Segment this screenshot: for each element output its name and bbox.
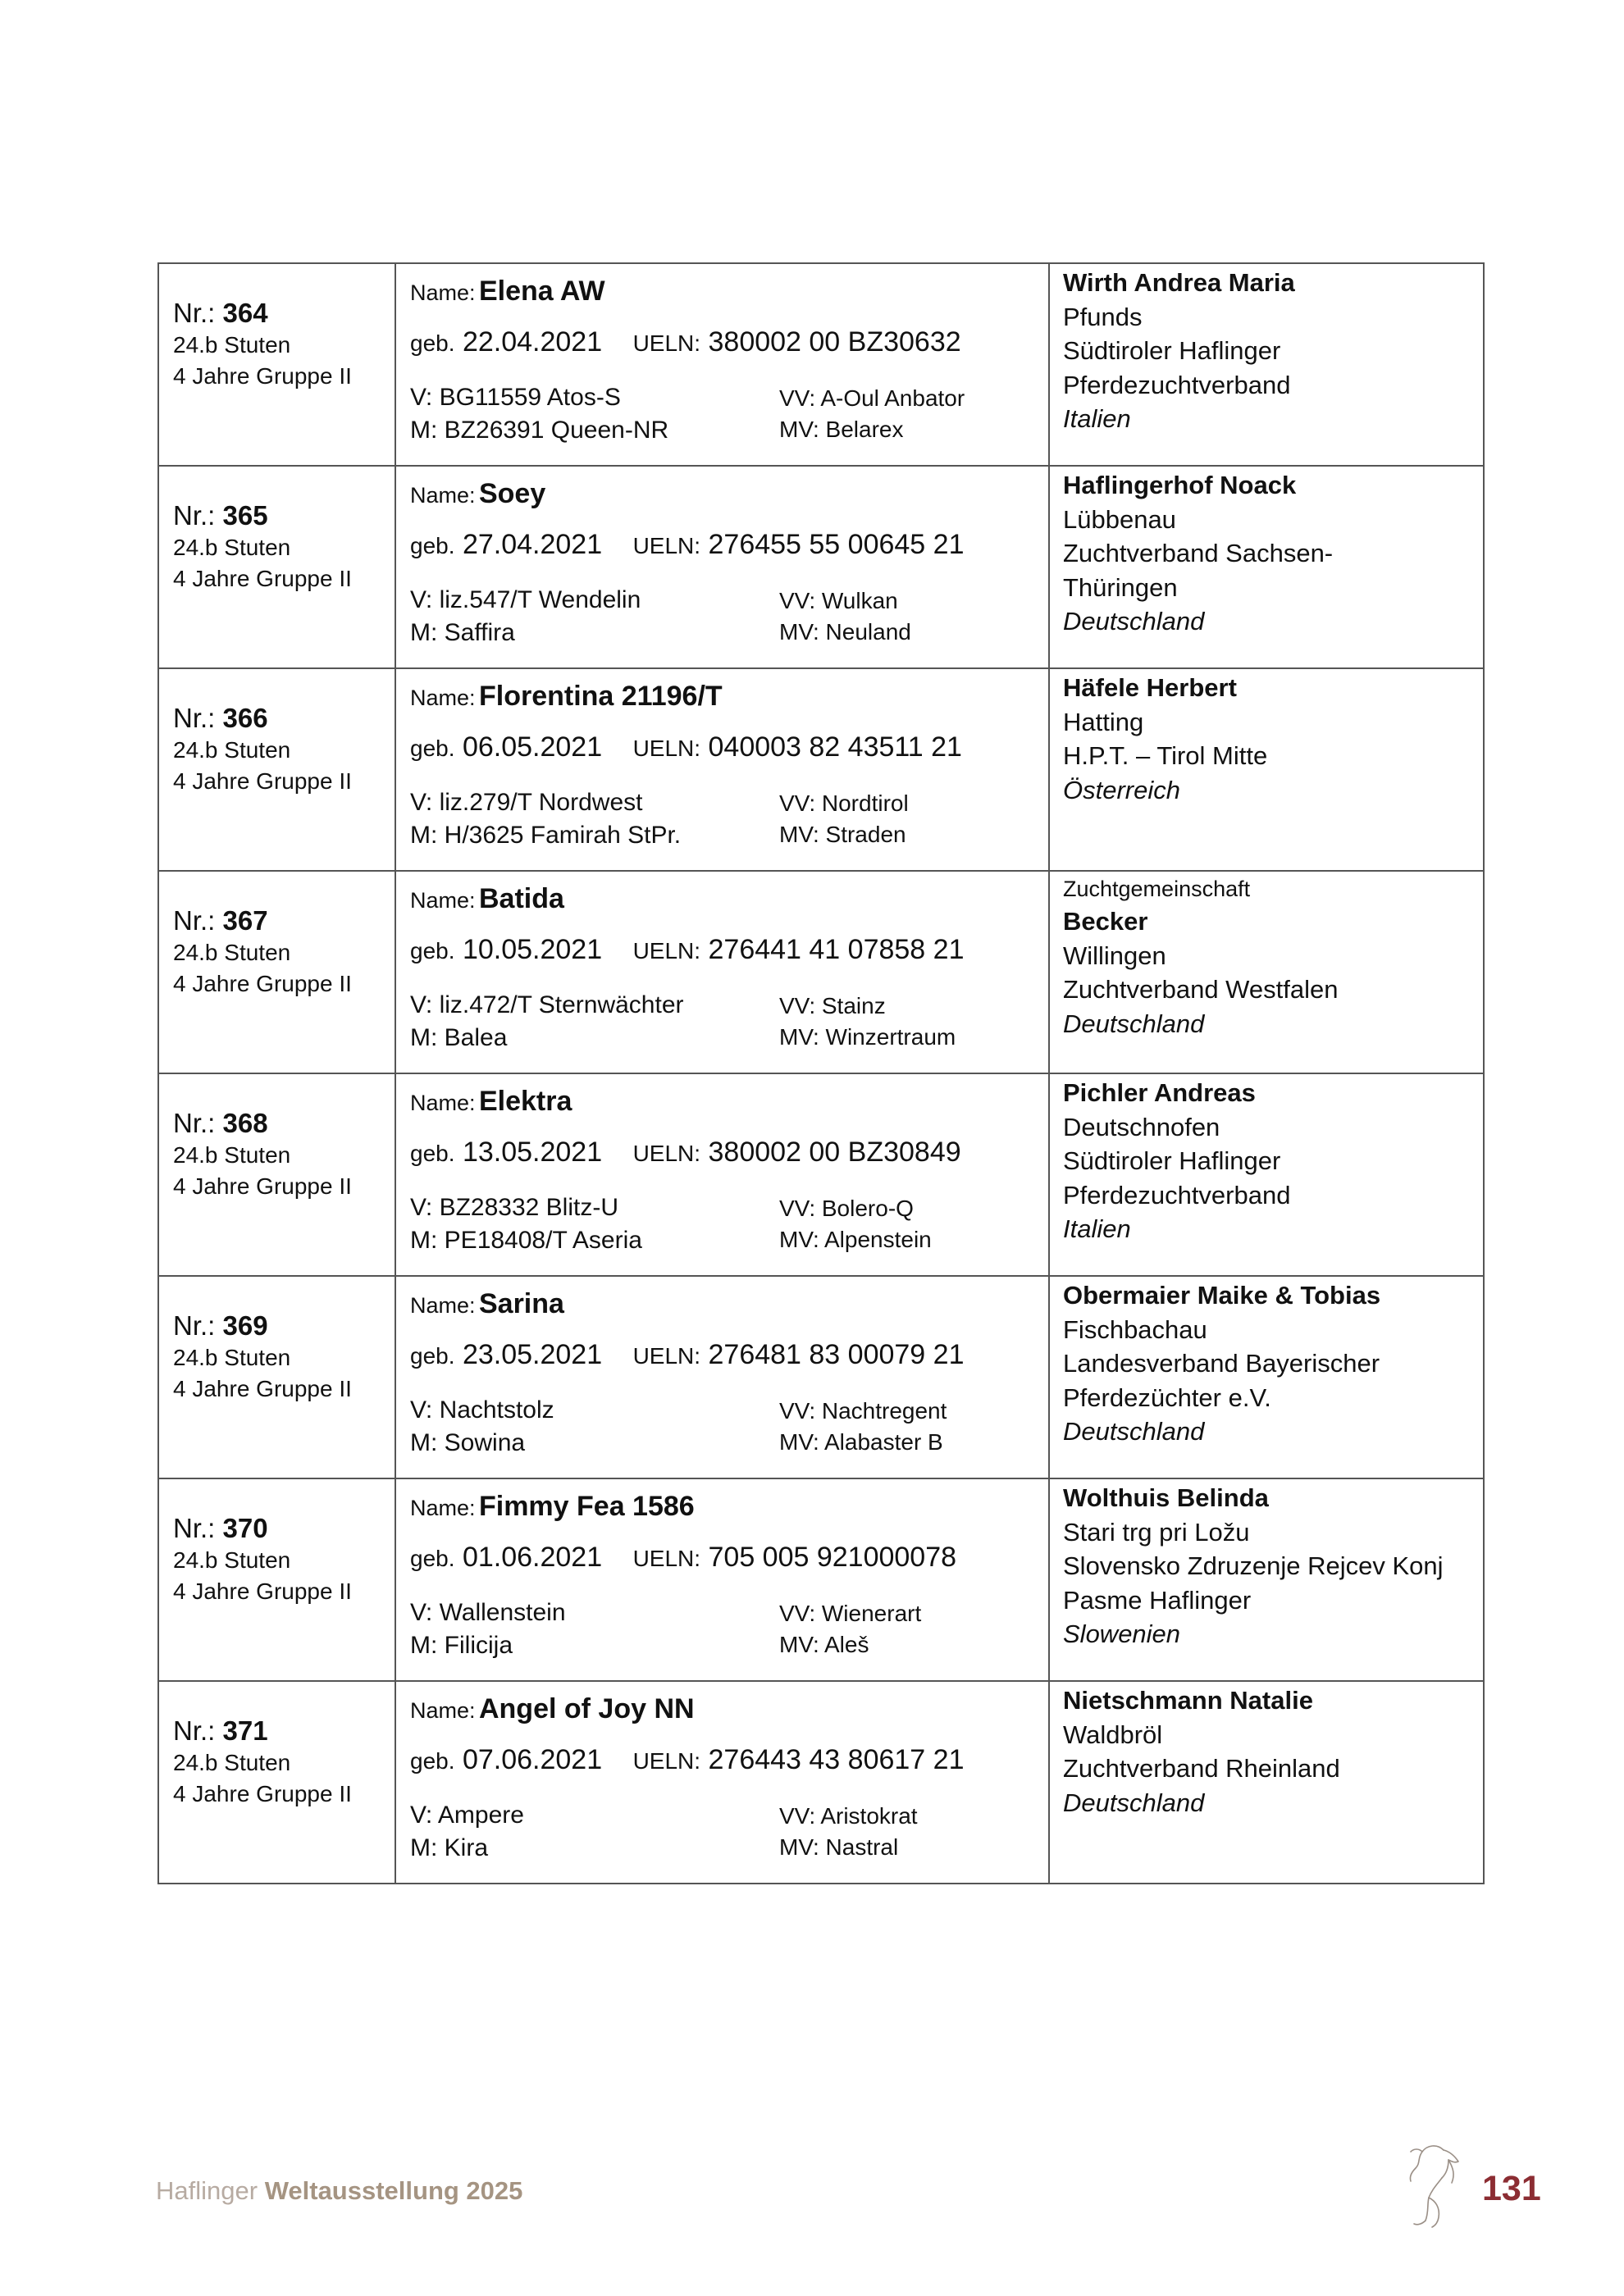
sire-line bbox=[410, 1802, 524, 1829]
sire-of-dam-line bbox=[779, 1024, 956, 1050]
birth-line bbox=[410, 529, 964, 561]
horse-name-line bbox=[410, 1491, 695, 1523]
owner-cell bbox=[1049, 466, 1484, 668]
entry-number-line bbox=[173, 904, 395, 937]
dam-label: M: bbox=[410, 1632, 438, 1659]
birth-date: 06.05.2021 bbox=[462, 731, 603, 763]
dam-name: Sowina bbox=[444, 1429, 526, 1456]
sire-of-sire-line bbox=[779, 588, 898, 614]
birth-line bbox=[410, 731, 962, 763]
birth-date: 07.06.2021 bbox=[462, 1744, 603, 1775]
vv-label: VV: bbox=[779, 1398, 816, 1424]
owner-address bbox=[1063, 1718, 1475, 1786]
horse-name: Elektra bbox=[478, 1086, 573, 1117]
horse-logo-icon bbox=[1404, 2139, 1468, 2229]
name-label: Name: bbox=[410, 1496, 476, 1520]
dam-label: M: bbox=[410, 1227, 438, 1254]
owner-country: Deutschland bbox=[1063, 1788, 1205, 1817]
entry-group: 4 Jahre Gruppe II bbox=[173, 971, 352, 996]
owner-name: Wolthuis Belinda bbox=[1063, 1483, 1269, 1512]
horse-name: Fimmy Fea 1586 bbox=[478, 1491, 695, 1522]
nr-label: Nr.: bbox=[173, 500, 216, 531]
horse-cell bbox=[395, 1478, 1049, 1681]
horse-name-line bbox=[410, 681, 723, 713]
owner-address-line: Südtiroler Haflinger bbox=[1063, 336, 1281, 365]
sire-of-sire-name: Bolero-Q bbox=[821, 1196, 914, 1221]
ueln-label: UELN: bbox=[632, 330, 701, 356]
ueln-value: 276441 41 07858 21 bbox=[708, 934, 965, 965]
sire-line bbox=[410, 789, 642, 817]
sire-of-dam-line bbox=[779, 417, 903, 443]
sire-of-dam-line bbox=[779, 1632, 869, 1658]
entry-class: 24.b Stuten bbox=[173, 1345, 291, 1370]
vv-label: VV: bbox=[779, 790, 816, 816]
owner-block bbox=[1063, 1277, 1475, 1449]
birth-line bbox=[410, 934, 964, 966]
owner-address-line: H.P.T. – Tirol Mitte bbox=[1063, 741, 1268, 770]
sire-of-sire-line bbox=[779, 993, 886, 1019]
dam-name: PE18408/T Aseria bbox=[444, 1227, 642, 1254]
owner-country: Deutschland bbox=[1063, 1009, 1205, 1038]
owner-name: Wirth Andrea Maria bbox=[1063, 268, 1295, 297]
owner-block bbox=[1063, 1479, 1475, 1651]
sire-of-sire-line bbox=[779, 1601, 921, 1627]
entry-class: 24.b Stuten bbox=[173, 535, 291, 560]
dam-name: H/3625 Famirah StPr. bbox=[444, 822, 682, 849]
sire-of-dam-name: Belarex bbox=[825, 417, 904, 442]
ueln-value: 705 005 921000078 bbox=[708, 1542, 957, 1573]
born-label: geb. bbox=[410, 1546, 455, 1571]
entry-row bbox=[158, 1478, 1484, 1681]
nr-label: Nr.: bbox=[173, 703, 216, 733]
footer-title-emphasis: Weltausstellung 2025 bbox=[264, 2176, 523, 2205]
owner-address-line: Waldbröl bbox=[1063, 1720, 1163, 1749]
sire-of-sire-line bbox=[779, 790, 909, 817]
born-label: geb. bbox=[410, 1141, 455, 1166]
horse-name-line bbox=[410, 276, 605, 308]
owner-country: Italien bbox=[1063, 1214, 1131, 1243]
entry-number: 371 bbox=[222, 1715, 268, 1746]
ueln-label: UELN: bbox=[632, 1748, 701, 1774]
sire-of-dam-name: Nastral bbox=[825, 1834, 899, 1860]
name-label: Name: bbox=[410, 1091, 476, 1115]
nr-label: Nr.: bbox=[173, 298, 216, 328]
nr-label: Nr.: bbox=[173, 1513, 216, 1543]
born-label: geb. bbox=[410, 1343, 455, 1369]
name-label: Name: bbox=[410, 280, 476, 305]
dam-label: M: bbox=[410, 822, 438, 849]
owner-prefix: Zuchtgemeinschaft bbox=[1063, 877, 1251, 901]
horse-name: Batida bbox=[478, 883, 564, 914]
owner-cell bbox=[1049, 1276, 1484, 1478]
owner-address bbox=[1063, 1515, 1475, 1618]
birth-line bbox=[410, 1744, 964, 1776]
name-label: Name: bbox=[410, 686, 476, 710]
horse-cell bbox=[395, 1276, 1049, 1478]
horse-name: Elena AW bbox=[478, 276, 605, 307]
horse-name-line bbox=[410, 478, 545, 510]
sire-label: V: bbox=[410, 1396, 433, 1424]
entry-row bbox=[158, 1073, 1484, 1276]
sire-label: V: bbox=[410, 384, 433, 411]
entry-number: 364 bbox=[222, 298, 268, 328]
mv-label: MV: bbox=[779, 619, 819, 645]
sire-line bbox=[410, 586, 641, 614]
mv-label: MV: bbox=[779, 822, 819, 847]
dam-line bbox=[410, 822, 681, 850]
entry-number-line bbox=[173, 1512, 395, 1545]
dam-line bbox=[410, 1024, 507, 1052]
sire-name: BZ28332 Blitz-U bbox=[439, 1194, 619, 1221]
entry-row bbox=[158, 263, 1484, 466]
entry-number-cell bbox=[158, 1073, 395, 1276]
entry-group: 4 Jahre Gruppe II bbox=[173, 768, 352, 794]
owner-address-line: Südtiroler Haflinger bbox=[1063, 1146, 1281, 1175]
sire-name: liz.472/T Sternwächter bbox=[439, 991, 684, 1018]
entry-class: 24.b Stuten bbox=[173, 940, 291, 965]
entry-number-line bbox=[173, 702, 395, 735]
owner-cell bbox=[1049, 871, 1484, 1073]
sire-of-dam-name: Alabaster B bbox=[823, 1429, 943, 1455]
owner-address-line: Zuchtverband Westfalen bbox=[1063, 975, 1339, 1004]
entry-number-line bbox=[173, 1310, 395, 1342]
dam-name: BZ26391 Queen-NR bbox=[444, 417, 669, 444]
dam-label: M: bbox=[410, 1429, 438, 1456]
owner-name: Becker bbox=[1063, 907, 1148, 936]
horse-cell bbox=[395, 1681, 1049, 1884]
footer-title bbox=[156, 2176, 522, 2206]
ueln-label: UELN: bbox=[632, 1343, 701, 1369]
horse-name-line bbox=[410, 883, 564, 915]
name-label: Name: bbox=[410, 1293, 476, 1318]
entry-class: 24.b Stuten bbox=[173, 332, 291, 358]
nr-label: Nr.: bbox=[173, 1715, 216, 1746]
owner-name: Pichler Andreas bbox=[1063, 1078, 1256, 1107]
ueln-label: UELN: bbox=[632, 533, 701, 558]
sire-label: V: bbox=[410, 586, 433, 613]
sire-of-dam-name: Neuland bbox=[825, 619, 911, 645]
entry-number-cell bbox=[158, 1681, 395, 1884]
ueln-label: UELN: bbox=[632, 736, 701, 761]
sire-name: liz.547/T Wendelin bbox=[439, 586, 641, 613]
owner-address-line: Fischbachau bbox=[1063, 1314, 1207, 1344]
sire-of-dam-name: Straden bbox=[825, 822, 906, 847]
entry-group: 4 Jahre Gruppe II bbox=[173, 1781, 352, 1806]
owner-address-line: Thüringen bbox=[1063, 572, 1178, 602]
sire-line bbox=[410, 1194, 618, 1222]
dam-name: Filicija bbox=[444, 1632, 513, 1659]
entry-number-line bbox=[173, 297, 395, 330]
owner-address-line: Pferdezuchtverband bbox=[1063, 370, 1291, 399]
owner-block bbox=[1063, 1074, 1475, 1246]
sire-label: V: bbox=[410, 1194, 433, 1221]
owner-cell bbox=[1049, 1478, 1484, 1681]
entry-class: 24.b Stuten bbox=[173, 1142, 291, 1168]
entry-row bbox=[158, 668, 1484, 871]
entry-number-cell bbox=[158, 263, 395, 466]
birth-date: 01.06.2021 bbox=[462, 1542, 603, 1573]
ueln-value: 276481 83 00079 21 bbox=[708, 1339, 965, 1370]
sire-of-sire-line bbox=[779, 1196, 914, 1222]
sire-of-sire-name: Nachtregent bbox=[821, 1398, 947, 1424]
sire-of-dam-line bbox=[779, 1834, 898, 1861]
owner-address-line: Pferdezüchter e.V. bbox=[1063, 1383, 1271, 1412]
owner-cell bbox=[1049, 668, 1484, 871]
sire-line bbox=[410, 991, 684, 1019]
sire-of-sire-line bbox=[779, 1398, 947, 1424]
dam-label: M: bbox=[410, 619, 438, 646]
owner-block bbox=[1063, 669, 1475, 807]
owner-address-line: Pfunds bbox=[1063, 302, 1143, 331]
mv-label: MV: bbox=[779, 417, 819, 442]
dam-name: Saffira bbox=[444, 619, 515, 646]
owner-block bbox=[1063, 872, 1475, 1041]
sire-of-sire-name: Wulkan bbox=[821, 588, 898, 613]
birth-line bbox=[410, 1339, 964, 1371]
entry-group: 4 Jahre Gruppe II bbox=[173, 1578, 352, 1604]
owner-cell bbox=[1049, 1681, 1484, 1884]
owner-country: Deutschland bbox=[1063, 1417, 1205, 1446]
dam-label: M: bbox=[410, 1024, 438, 1051]
owner-name: Nietschmann Natalie bbox=[1063, 1686, 1313, 1715]
sire-of-sire-name: Wienerart bbox=[821, 1601, 922, 1626]
mv-label: MV: bbox=[779, 1429, 819, 1455]
ueln-label: UELN: bbox=[632, 1546, 701, 1571]
born-label: geb. bbox=[410, 533, 455, 558]
dam-name: Balea bbox=[444, 1024, 508, 1051]
sire-of-sire-name: Aristokrat bbox=[820, 1803, 918, 1829]
sire-name: Wallenstein bbox=[439, 1599, 566, 1626]
owner-name: Obermaier Maike & Tobias bbox=[1063, 1281, 1381, 1310]
vv-label: VV: bbox=[779, 1196, 816, 1221]
page-number: 131 bbox=[1482, 2169, 1541, 2208]
entry-number: 369 bbox=[222, 1310, 268, 1341]
entry-number-line bbox=[173, 499, 395, 532]
horse-cell bbox=[395, 466, 1049, 668]
ueln-value: 380002 00 BZ30632 bbox=[708, 326, 961, 358]
entry-class: 24.b Stuten bbox=[173, 1750, 291, 1775]
sire-label: V: bbox=[410, 991, 433, 1018]
owner-address-line: Lübbenau bbox=[1063, 504, 1176, 534]
sire-line bbox=[410, 384, 621, 412]
sire-of-dam-line bbox=[779, 1227, 932, 1253]
entry-number-cell bbox=[158, 1478, 395, 1681]
name-label: Name: bbox=[410, 483, 476, 508]
sire-line bbox=[410, 1396, 554, 1424]
entry-number-cell bbox=[158, 1276, 395, 1478]
owner-country: Österreich bbox=[1063, 775, 1180, 804]
horse-name-line bbox=[410, 1086, 572, 1118]
owner-address-line: Pasme Haflinger bbox=[1063, 1585, 1252, 1615]
horse-cell bbox=[395, 263, 1049, 466]
born-label: geb. bbox=[410, 938, 455, 963]
nr-label: Nr.: bbox=[173, 1108, 216, 1138]
mv-label: MV: bbox=[779, 1632, 819, 1657]
sire-of-dam-name: Alpenstein bbox=[823, 1227, 932, 1252]
sire-name: Nachtstolz bbox=[439, 1396, 554, 1424]
entry-number: 367 bbox=[222, 905, 268, 936]
ueln-label: UELN: bbox=[632, 938, 701, 963]
owner-block bbox=[1063, 264, 1475, 436]
sire-of-sire-line bbox=[779, 385, 965, 412]
vv-label: VV: bbox=[779, 1601, 816, 1626]
sire-of-sire-line bbox=[779, 1803, 918, 1829]
owner-address-line: Hatting bbox=[1063, 707, 1144, 736]
owner-address-line: Deutschnofen bbox=[1063, 1112, 1220, 1141]
entry-number: 368 bbox=[222, 1108, 268, 1138]
vv-label: VV: bbox=[779, 1803, 816, 1829]
entry-number-line bbox=[173, 1715, 395, 1747]
birth-line bbox=[410, 1137, 961, 1168]
dam-line bbox=[410, 417, 668, 444]
entry-row bbox=[158, 1681, 1484, 1884]
dam-line bbox=[410, 1429, 525, 1457]
sire-of-dam-name: Aleš bbox=[823, 1632, 869, 1657]
sire-name: Ampere bbox=[437, 1802, 524, 1829]
entry-group: 4 Jahre Gruppe II bbox=[173, 363, 352, 389]
name-label: Name: bbox=[410, 1698, 476, 1723]
sire-name: BG11559 Atos-S bbox=[439, 384, 621, 411]
dam-label: M: bbox=[410, 1834, 438, 1861]
owner-address-line: Willingen bbox=[1063, 941, 1166, 970]
birth-line bbox=[410, 326, 961, 358]
owner-country: Italien bbox=[1063, 404, 1131, 433]
entry-group: 4 Jahre Gruppe II bbox=[173, 1173, 352, 1199]
owner-address-line: Landesverband Bayerischer bbox=[1063, 1349, 1380, 1378]
horse-name: Florentina 21196/T bbox=[478, 681, 723, 712]
ueln-value: 380002 00 BZ30849 bbox=[708, 1137, 961, 1168]
entry-class: 24.b Stuten bbox=[173, 737, 291, 763]
birth-date: 22.04.2021 bbox=[462, 326, 603, 358]
sire-line bbox=[410, 1599, 566, 1627]
sire-of-sire-name: Stainz bbox=[821, 993, 886, 1018]
owner-cell bbox=[1049, 263, 1484, 466]
horse-name-line bbox=[410, 1288, 564, 1320]
born-label: geb. bbox=[410, 1748, 455, 1774]
entry-class: 24.b Stuten bbox=[173, 1547, 291, 1573]
horse-name: Sarina bbox=[478, 1288, 564, 1319]
catalog-table bbox=[157, 262, 1485, 1884]
entry-row bbox=[158, 466, 1484, 668]
birth-date: 23.05.2021 bbox=[462, 1339, 603, 1370]
ueln-value: 276455 55 00645 21 bbox=[708, 529, 965, 560]
owner-country: Slowenien bbox=[1063, 1620, 1181, 1648]
born-label: geb. bbox=[410, 736, 455, 761]
entry-number-cell bbox=[158, 466, 395, 668]
ueln-value: 040003 82 43511 21 bbox=[708, 731, 962, 763]
vv-label: VV: bbox=[779, 993, 816, 1018]
owner-cell bbox=[1049, 1073, 1484, 1276]
sire-of-sire-name: Nordtirol bbox=[821, 790, 909, 816]
owner-name: Haflingerhof Noack bbox=[1063, 471, 1297, 499]
entry-number-cell bbox=[158, 871, 395, 1073]
owner-address bbox=[1063, 300, 1475, 403]
entry-row bbox=[158, 1276, 1484, 1478]
vv-label: VV: bbox=[779, 385, 816, 411]
birth-line bbox=[410, 1542, 956, 1574]
born-label: geb. bbox=[410, 330, 455, 356]
entry-number: 365 bbox=[222, 500, 268, 531]
horse-name: Angel of Joy NN bbox=[478, 1693, 695, 1724]
sire-of-dam-name: Winzertraum bbox=[825, 1024, 956, 1050]
entry-group: 4 Jahre Gruppe II bbox=[173, 1376, 352, 1401]
owner-address-line: Pferdezuchtverband bbox=[1063, 1180, 1291, 1210]
name-label: Name: bbox=[410, 888, 476, 913]
owner-address bbox=[1063, 1313, 1475, 1415]
nr-label: Nr.: bbox=[173, 905, 216, 936]
footer-title-plain: Haflinger bbox=[156, 2176, 258, 2205]
entry-number-cell bbox=[158, 668, 395, 871]
mv-label: MV: bbox=[779, 1024, 819, 1050]
entry-number: 366 bbox=[222, 703, 268, 733]
owner-address-line: Stari trg pri Ložu bbox=[1063, 1517, 1250, 1547]
owner-country: Deutschland bbox=[1063, 607, 1205, 636]
sire-label: V: bbox=[410, 1599, 433, 1626]
dam-line bbox=[410, 1632, 513, 1660]
dam-name: Kira bbox=[444, 1834, 489, 1861]
dam-line bbox=[410, 1227, 642, 1255]
sire-of-dam-line bbox=[779, 619, 911, 645]
dam-line bbox=[410, 1834, 488, 1862]
owner-address bbox=[1063, 939, 1475, 1007]
owner-address bbox=[1063, 1110, 1475, 1213]
birth-date: 10.05.2021 bbox=[462, 934, 603, 965]
owner-address-line: Zuchtverband Rheinland bbox=[1063, 1754, 1340, 1783]
horse-cell bbox=[395, 1073, 1049, 1276]
ueln-label: UELN: bbox=[632, 1141, 701, 1166]
owner-address bbox=[1063, 705, 1475, 773]
sire-of-sire-name: A-Oul Anbator bbox=[820, 385, 965, 411]
entry-row bbox=[158, 871, 1484, 1073]
horse-cell bbox=[395, 668, 1049, 871]
vv-label: VV: bbox=[779, 588, 816, 613]
owner-address-line: Slovensko Zdruzenje Rejcev Konj bbox=[1063, 1551, 1444, 1580]
owner-address-line: Zuchtverband Sachsen- bbox=[1063, 539, 1334, 567]
entry-group: 4 Jahre Gruppe II bbox=[173, 566, 352, 591]
sire-name: liz.279/T Nordwest bbox=[439, 789, 643, 816]
horse-name: Soey bbox=[478, 478, 546, 509]
owner-name: Häfele Herbert bbox=[1063, 673, 1237, 702]
sire-label: V: bbox=[410, 789, 433, 816]
horse-cell bbox=[395, 871, 1049, 1073]
sire-of-dam-line bbox=[779, 1429, 943, 1456]
entry-number: 370 bbox=[222, 1513, 268, 1543]
ueln-value: 276443 43 80617 21 bbox=[708, 1744, 965, 1775]
owner-address bbox=[1063, 503, 1475, 605]
mv-label: MV: bbox=[779, 1227, 819, 1252]
dam-label: M: bbox=[410, 417, 438, 444]
birth-date: 13.05.2021 bbox=[462, 1137, 603, 1168]
birth-date: 27.04.2021 bbox=[462, 529, 603, 560]
owner-block bbox=[1063, 1682, 1475, 1820]
nr-label: Nr.: bbox=[173, 1310, 216, 1341]
owner-block bbox=[1063, 467, 1475, 639]
entry-number-line bbox=[173, 1107, 395, 1140]
mv-label: MV: bbox=[779, 1834, 819, 1860]
dam-line bbox=[410, 619, 515, 647]
sire-label: V: bbox=[410, 1802, 433, 1829]
horse-name-line bbox=[410, 1693, 695, 1725]
sire-of-dam-line bbox=[779, 822, 906, 848]
